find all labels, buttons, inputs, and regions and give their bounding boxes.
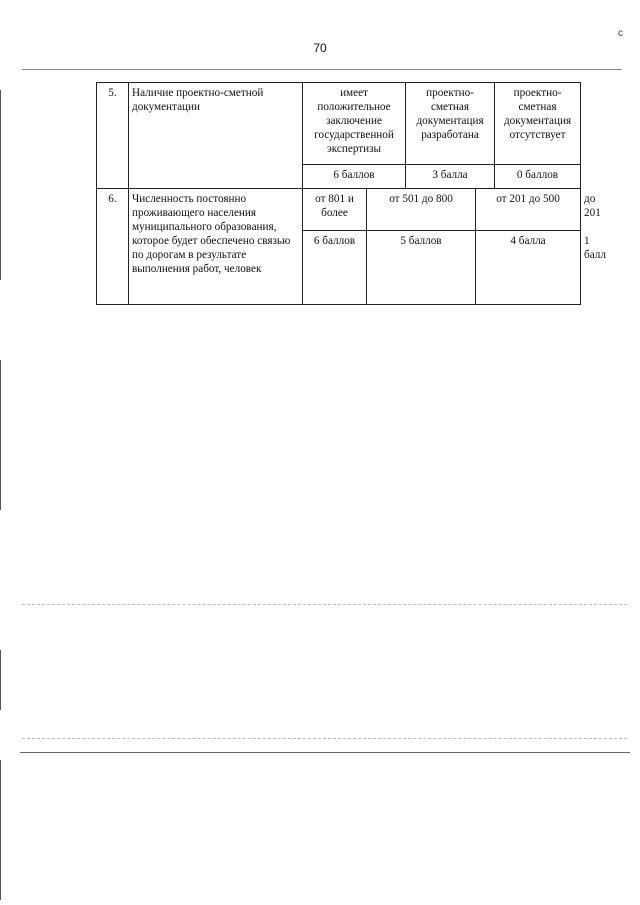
option-cell: проектно-сметная документация отсутствует	[495, 83, 581, 165]
table-row	[97, 83, 581, 165]
table-row: 6 баллов 5 баллов 4 балла 1 балл	[97, 231, 581, 305]
scan-edge-mark	[0, 760, 1, 900]
row-number: 6.	[97, 189, 129, 305]
scan-artifact-line	[20, 752, 630, 753]
criteria-table	[96, 82, 606, 305]
table-row: 6. Численность постоянно проживающего населения муниципального образования, которое будет обеспечено связью по дорогам в результате выполнения работ, человек от 801 и более от 501 до 800 от 201 до 500 до 201	[97, 189, 581, 231]
scan-edge-mark	[0, 360, 1, 510]
score-cell: 0 баллов	[495, 165, 581, 189]
score-cell: 4 балла	[476, 231, 581, 305]
scan-artifact-line	[22, 604, 627, 605]
option-cell: проектно-сметная документация разработана	[406, 83, 495, 165]
option-cell: от 201 до 500	[476, 189, 581, 231]
page-number: 70	[313, 41, 327, 55]
score-cell: 6 баллов	[303, 165, 406, 189]
score-cell: 5 баллов	[367, 231, 476, 305]
criterion-text: Численность постоянно проживающего населения муниципального образования, которое будет обеспечено связью по дорогам в результате выполнения работ, человек	[129, 189, 303, 305]
scan-edge-mark	[0, 650, 1, 710]
option-cell: от 501 до 800	[367, 189, 476, 231]
scan-artifact-line	[22, 738, 627, 739]
score-cell: 3 балла	[406, 165, 495, 189]
criterion-text: Наличие проектно-сметной документации	[129, 83, 303, 189]
option-cell: от 801 и более	[303, 189, 367, 231]
scan-edge-mark	[0, 90, 1, 280]
score-cell: 6 баллов	[303, 231, 367, 305]
header-rule	[22, 69, 622, 70]
option-cell: имеет положительное заключение государственной экспертизы	[303, 83, 406, 165]
row-number: 5.	[97, 83, 129, 189]
corner-mark: с	[618, 28, 623, 39]
